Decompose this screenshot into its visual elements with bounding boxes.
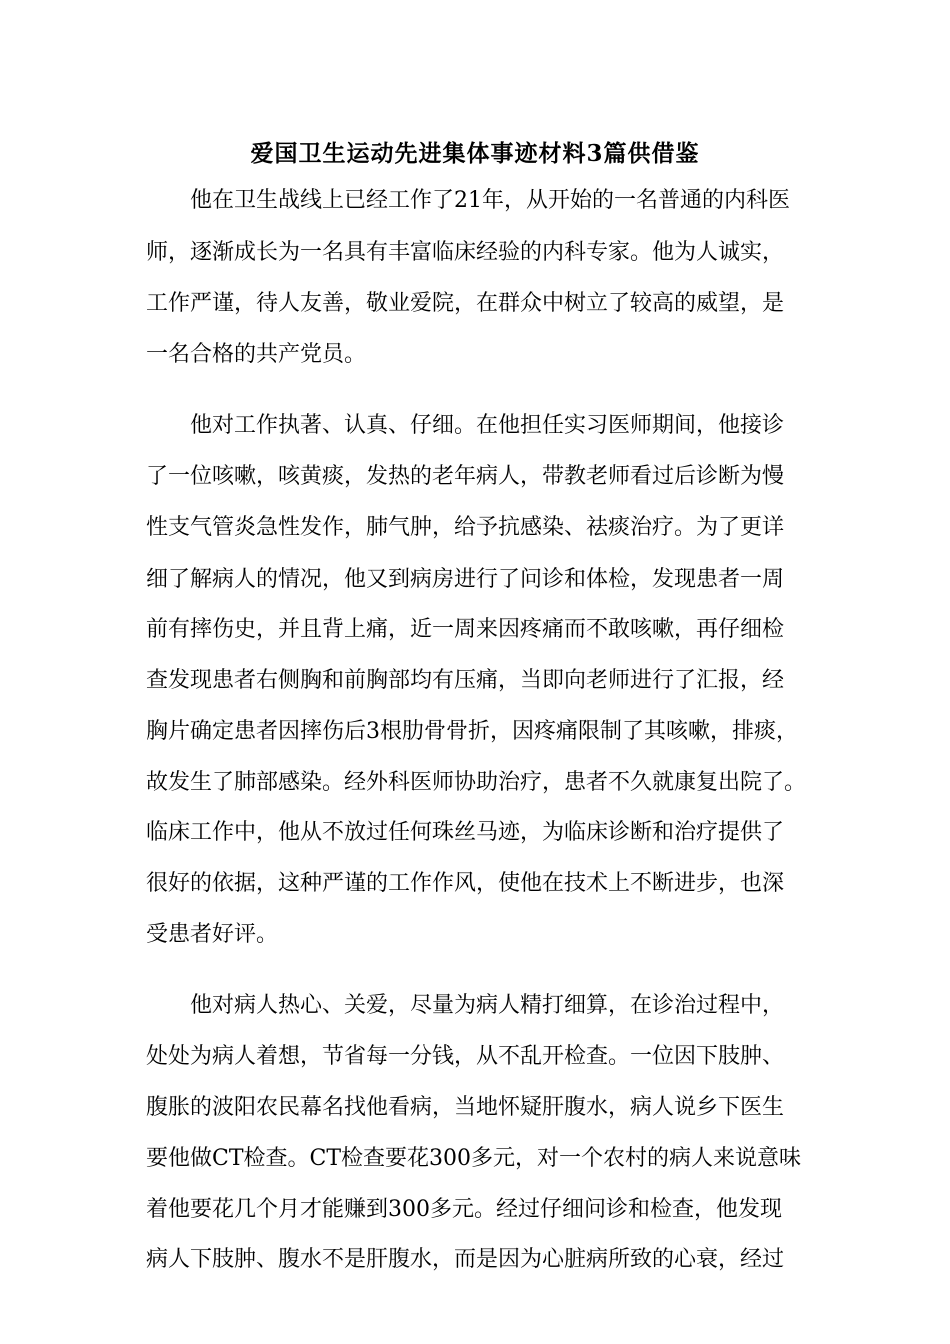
paragraph-line: 很好的依据，这种严谨的工作作风，使他在技术上不断进步，也深 (146, 871, 785, 896)
paragraph-line: 要他做CT检查。CT检查要花300多元，对一个农村的病人来说意味 (146, 1146, 802, 1171)
paragraph-line: 临床工作中，他从不放过任何珠丝马迹，为临床诊断和治疗提供了 (146, 820, 785, 845)
paragraph-line: 处处为病人着想，节省每一分钱，从不乱开检查。一位因下肢肿、 (146, 1044, 785, 1069)
paragraph-line: 了一位咳嗽，咳黄痰，发热的老年病人，带教老师看过后诊断为慢 (146, 464, 785, 489)
paragraph-line: 他在卫生战线上已经工作了21年，从开始的一名普通的内科医 (190, 188, 790, 213)
paragraph-line: 受患者好评。 (146, 922, 279, 947)
paragraph-line: 师，逐渐成长为一名具有丰富临床经验的内科专家。他为人诚实， (146, 240, 785, 265)
paragraph-line: 他对工作执著、认真、仔细。在他担任实习医师期间，他接诊 (190, 413, 785, 438)
paragraph-line: 他对病人热心、关爱，尽量为病人精打细算，在诊治过程中， (190, 993, 785, 1018)
paragraph-line: 查发现患者右侧胸和前胸部均有压痛，当即向老师进行了汇报，经 (146, 668, 785, 693)
paragraph-line: 腹胀的波阳农民幕名找他看病，当地怀疑肝腹水，病人说乡下医生 (146, 1095, 785, 1120)
paragraph-line: 前有摔伤史，并且背上痛，近一周来因疼痛而不敢咳嗽，再仔细检 (146, 617, 785, 642)
paragraph-line: 性支气管炎急性发作，肺气肿，给予抗感染、祛痰治疗。为了更详 (146, 515, 785, 540)
paragraph-line: 一名合格的共产党员。 (146, 342, 367, 367)
paragraph-line: 工作严谨，待人友善，敬业爱院，在群众中树立了较高的威望，是 (146, 291, 785, 316)
paragraph-line: 故发生了肺部感染。经外科医师协助治疗，患者不久就康复出院了。 (146, 770, 807, 795)
paragraph-line: 病人下肢肿、腹水不是肝腹水，而是因为心脏病所致的心衰，经过 (146, 1247, 785, 1272)
paragraph-line: 细了解病人的情况，他又到病房进行了问诊和体检，发现患者一周 (146, 567, 785, 592)
document-title: 爱国卫生运动先进集体事迹材料3篇供借鉴 (250, 140, 700, 167)
paragraph-line: 胸片确定患者因摔伤后3根肋骨骨折，因疼痛限制了其咳嗽，排痰， (146, 719, 798, 744)
paragraph-line: 着他要花几个月才能赚到300多元。经过仔细问诊和检查，他发现 (146, 1197, 782, 1222)
